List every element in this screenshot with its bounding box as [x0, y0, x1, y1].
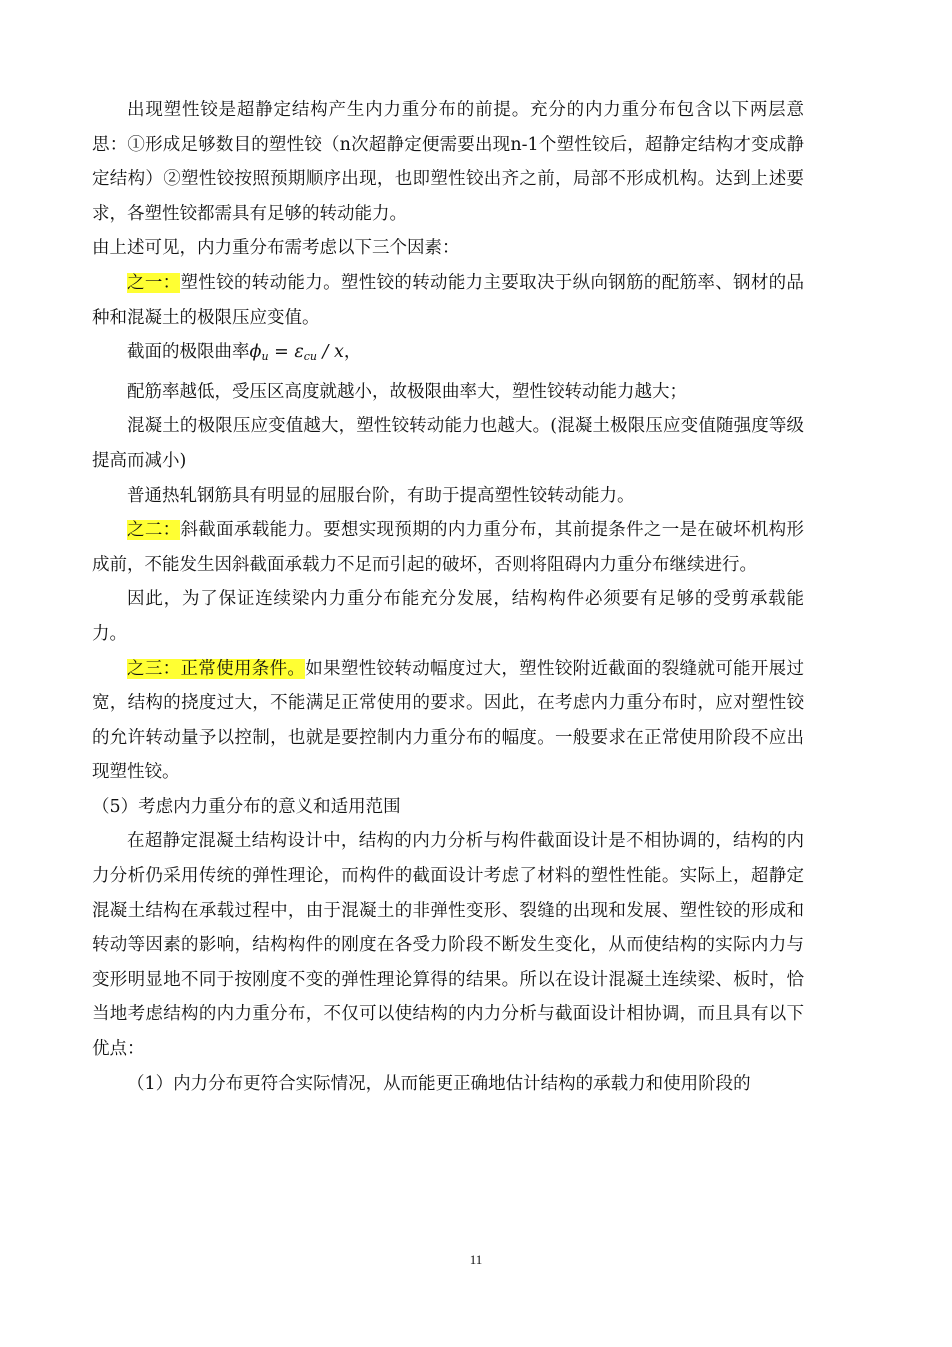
- paragraph-concrete-strain: 混凝土的极限压应变值越大，塑性铰转动能力也越大。(混凝土极限压应变值随强度等级提高而减小): [92, 416, 804, 471]
- factor-two-label: 之二：: [127, 520, 181, 541]
- page-body: [92, 93, 804, 1101]
- factor-one-label: 之一：: [127, 272, 181, 293]
- formula-epsilon-sub: cu: [303, 350, 317, 364]
- paragraph-significance: 在超静定混凝土结构设计中，结构的内力分析与构件截面设计是不相协调的，结构的内力分析仍采用传统的弹性理论，而构件的截面设计考虑了材料的塑性性能。实际上，超静定混凝土结构在承载过程中，由于混凝土的非弹性变形、裂缝的出现和发展、塑性铰的形成和转动等因素的影响，结构构件的刚度在各受力阶段不断发生变化，从而使结构的实际内力与变形明显地不同于按刚度不变的弹性理论算得的结果。所以在设计混凝土连续梁、板时，恰当地考虑结构的内力重分布，不仅可以使结构的内力分析与截面设计相协调，而且具有以下优点：: [92, 831, 804, 1060]
- factor-three-text: 如果塑性铰转动幅度过大，塑性铰附近截面的裂缝就可能开展过宽，结构的挠度过大，不能满足正常使用的要求。因此，在考虑内力重分布时，应对塑性铰的允许转动量予以控制，也就是要控制内力重分布的幅度。一般要求在正常使用阶段不应出现塑性铰。: [92, 658, 805, 783]
- factor-three-label: 之三：正常使用条件。: [127, 658, 306, 679]
- curvature-suffix: ，: [343, 342, 362, 363]
- paragraph-advantage-one: （1）内力分布更符合实际情况，从而能更正确地估计结构的承载力和使用阶段的: [127, 1073, 751, 1094]
- factor-one-text: 塑性铰的转动能力。塑性铰的转动能力主要取决于纵向钢筋的配筋率、钢材的品种和混凝土的极限压应变值。: [92, 272, 805, 328]
- formula-epsilon: ε: [294, 342, 304, 363]
- paragraph-reinforcement-ratio: 配筋率越低，受压区高度就越小，故极限曲率大，塑性铰转动能力越大；: [127, 381, 687, 402]
- page-number: 11: [469, 1252, 483, 1267]
- paragraph-factor-three: [92, 652, 804, 790]
- paragraph-factor-one: [92, 266, 804, 335]
- curvature-formula: [250, 342, 344, 362]
- section-heading-significance: （5）考虑内力重分布的意义和适用范围: [92, 796, 401, 817]
- formula-rest: / x: [316, 342, 344, 363]
- paragraph-plastic-hinge-premise: 出现塑性铰是超静定结构产生内力重分布的前提。充分的内力重分布包含以下两层意思：①形成足够数目的塑性铰（n次超静定便需要出现n-1个塑性铰后，超静定结构才变成静定结构）②塑性铰按照预期顺序出现，也即塑性铰出齐之前，局部不形成机构。达到上述要求，各塑性铰都需具有足够的转动能力。: [92, 100, 804, 224]
- paragraph-factor-two: [92, 513, 804, 582]
- paragraph-three-factors-intro: 由上述可见，内力重分布需考虑以下三个因素：: [92, 238, 460, 259]
- paragraph-ultimate-curvature: [92, 335, 804, 375]
- paragraph-shear-capacity: 因此，为了保证连续梁内力重分布能充分发展，结构构件必须要有足够的受剪承载能力。: [92, 589, 804, 644]
- formula-phi: ϕ: [249, 342, 262, 363]
- formula-phi-sub: u: [261, 350, 269, 364]
- factor-two-text: 斜截面承载能力。要想实现预期的内力重分布，其前提条件之一是在破坏机构形成前，不能发生因斜截面承载力不足而引起的破坏，否则将阻碍内力重分布继续进行。: [92, 520, 805, 575]
- paragraph-hot-rolled-steel: 普通热轧钢筋具有明显的屈服台阶，有助于提高塑性铰转动能力。: [127, 485, 635, 506]
- formula-equals: =: [268, 342, 295, 363]
- curvature-prefix: 截面的极限曲率: [127, 342, 250, 363]
